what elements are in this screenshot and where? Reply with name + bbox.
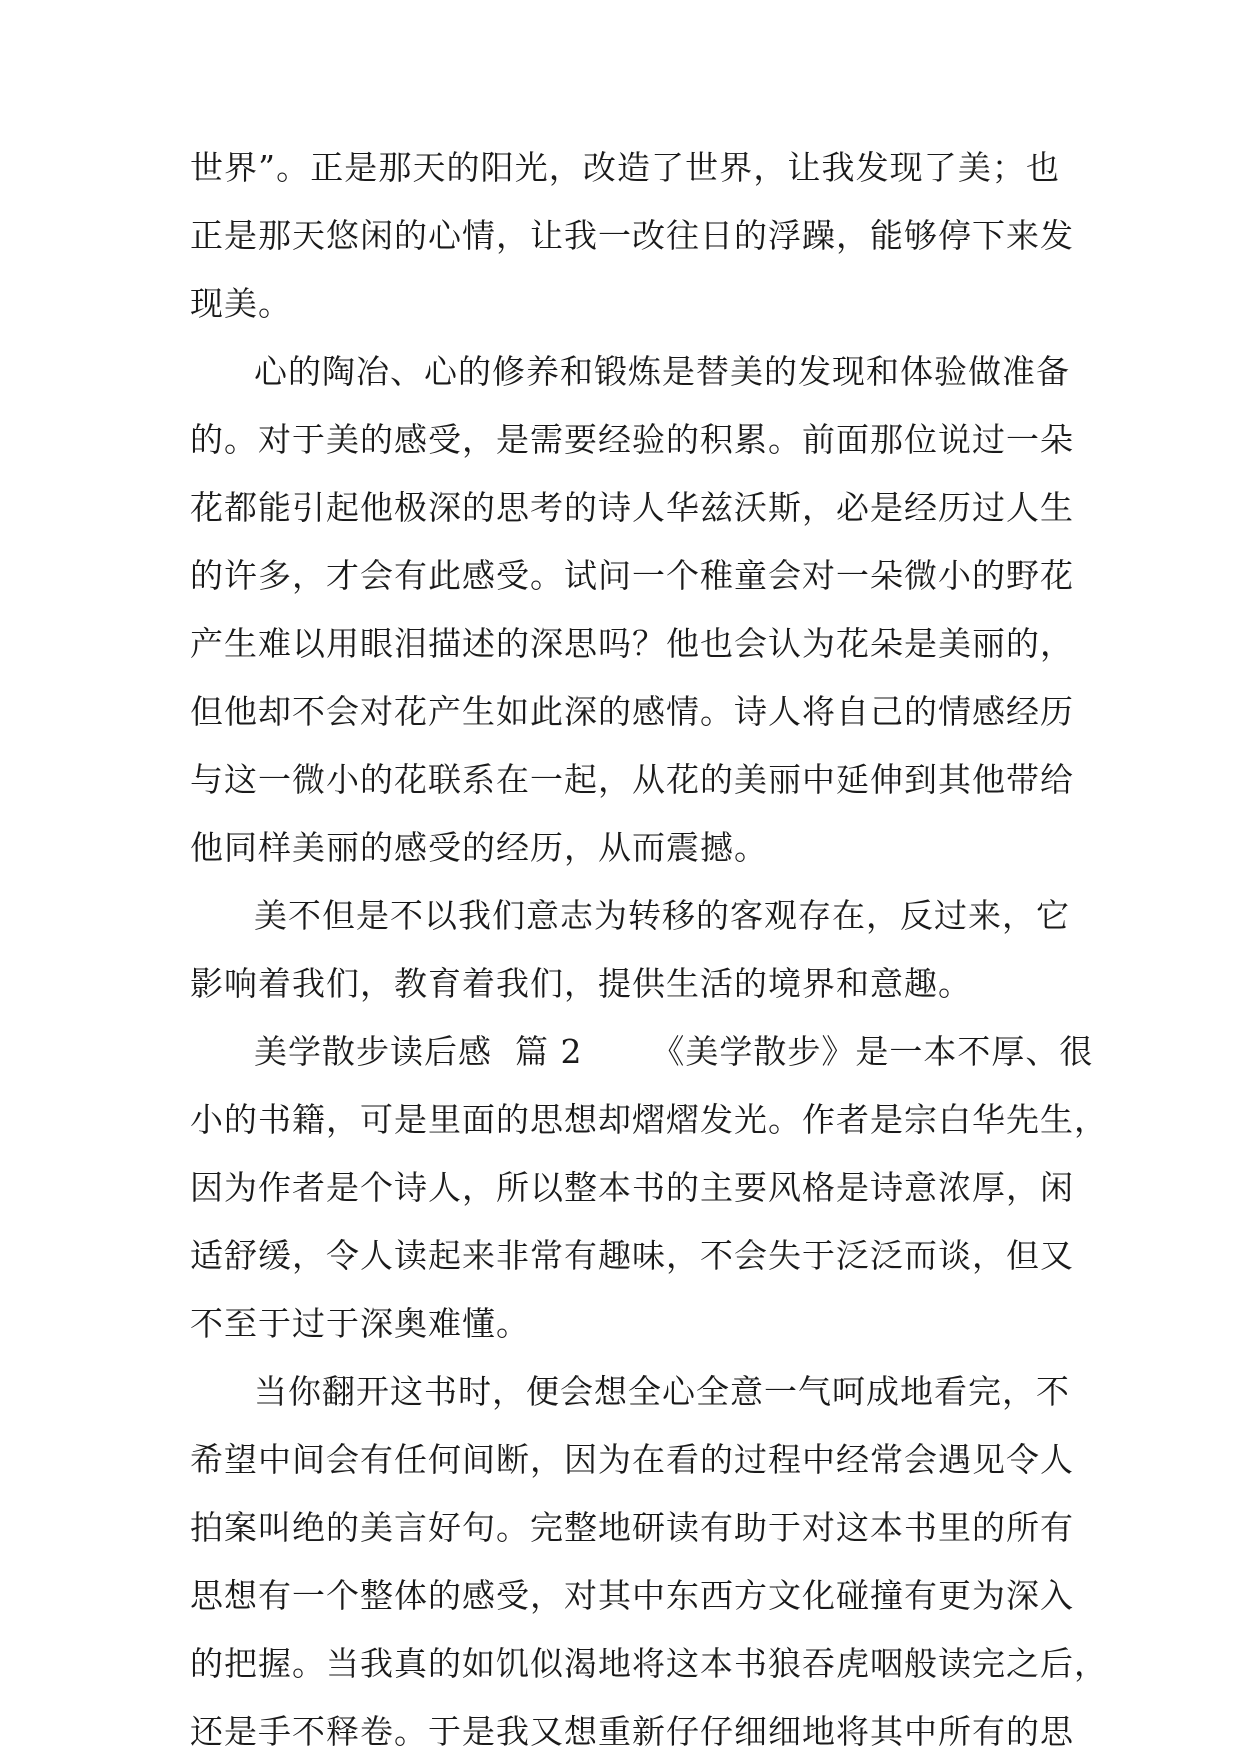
text-line: 的许多，才会有此感受。试问一个稚童会对一朵微小的野花 (190, 556, 1074, 595)
paragraph-start-line: 当你翻开这书时，便会想全心全意一气呵成地看完，不 (254, 1372, 1070, 1411)
text-line: 思想有一个整体的感受，对其中东西方文化碰撞有更为深入 (190, 1576, 1074, 1615)
text-line: 他同样美丽的感受的经历，从而震撼。 (190, 828, 768, 867)
text-line: 的。对于美的感受，是需要经验的积累。前面那位说过一朵 (190, 420, 1074, 459)
text-line: 拍案叫绝的美言好句。完整地研读有助于对这本书里的所有 (190, 1508, 1074, 1547)
paragraph-start-line: 美不但是不以我们意志为转移的客观存在，反过来，它 (254, 896, 1070, 935)
text-line: 影响着我们，教育着我们，提供生活的境界和意趣。 (190, 964, 972, 1003)
text-line: 不至于过于深奥难懂。 (190, 1304, 530, 1343)
text-line: 花都能引起他极深的思考的诗人华兹沃斯，必是经历过人生 (190, 488, 1074, 527)
text-line: 世界”。正是那天的阳光，改造了世界，让我发现了美；也 (190, 148, 1060, 187)
text-line: 还是手不释卷。于是我又想重新仔仔细细地将其中所有的思 (190, 1712, 1074, 1751)
text-line: 正是那天悠闲的心情，让我一改往日的浮躁，能够停下来发 (190, 216, 1074, 255)
text-line: 但他却不会对花产生如此深的感情。诗人将自己的情感经历 (190, 692, 1074, 731)
text-line: 的把握。当我真的如饥似渴地将这本书狼吞虎咽般读完之后， (190, 1644, 1108, 1683)
paragraph-start-line: 心的陶冶、心的修养和锻炼是替美的发现和体验做准备 (254, 352, 1070, 391)
text-line: 适舒缓，令人读起来非常有趣味，不会失于泛泛而谈，但又 (190, 1236, 1074, 1275)
text-line: 小的书籍，可是里面的思想却熠熠发光。作者是宗白华先生， (190, 1100, 1108, 1139)
text-line: 现美。 (190, 284, 292, 323)
text-line: 因为作者是个诗人，所以整本书的主要风格是诗意浓厚，闲 (190, 1168, 1074, 1207)
text-line: 希望中间会有任何间断，因为在看的过程中经常会遇见令人 (190, 1440, 1074, 1479)
text-line: 与这一微小的花联系在一起，从花的美丽中延伸到其他带给 (190, 760, 1074, 799)
text-line: 产生难以用眼泪描述的深思吗？他也会认为花朵是美丽的， (190, 624, 1074, 663)
section-heading-line: 美学散步读后感 篇 2 《美学散步》是一本不厚、很 (254, 1032, 1094, 1071)
